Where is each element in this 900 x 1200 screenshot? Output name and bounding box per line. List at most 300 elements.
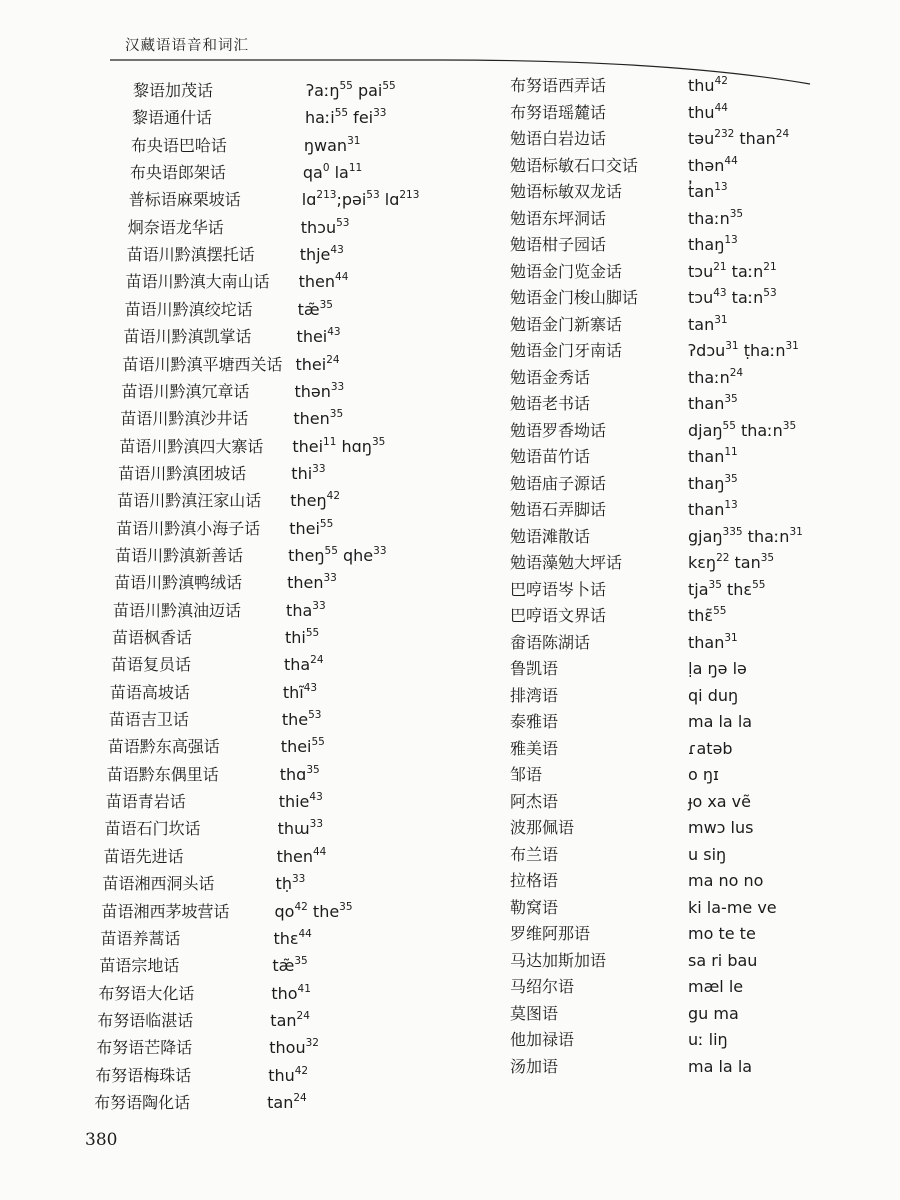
tone-mark: 55 [339,80,353,92]
language-name: 勉语金门览金话 [510,261,623,281]
tone-mark: 43 [330,244,344,257]
word-form [298,297,333,322]
language-name: 勉语老书话 [510,394,591,413]
tone-mark: 213 [399,189,420,202]
tone-mark: 43 [303,681,318,694]
word-form [272,953,307,978]
tone-mark: 55 [324,544,338,557]
form-segment: ma la la [688,1056,753,1076]
form-segment: qhe [337,545,374,565]
form-segment: thaŋ [688,473,725,493]
language-name: 勉语金门新寨话 [510,314,623,334]
tone-mark: 55 [311,736,325,749]
form-segment: t̓an [688,182,715,201]
form-segment: then [293,409,330,429]
word-form [299,269,349,294]
language-name: 畲语陈湖话 [510,632,591,652]
language-name: 苗语川黔滇绞坨话 [124,299,253,319]
word-form [688,603,726,628]
word-form [276,871,306,896]
tone-mark: 35 [708,578,722,591]
language-name: 苗语吉卫话 [108,710,189,730]
tone-mark: 33 [323,572,337,585]
language-name: 勉语白岩边话 [510,129,607,148]
form-segment: thaŋ [688,235,725,254]
form-segment: taːn [726,261,764,281]
language-name: 炯奈语龙华话 [127,217,224,237]
language-name: 布努语西弄话 [510,76,607,95]
word-form [688,100,728,125]
form-segment: than [688,447,725,466]
form-segment: thaːn [688,208,730,228]
tone-mark: 35 [724,472,738,485]
form-segment: ki la-me ve [688,897,777,917]
tone-mark: 33 [373,544,387,557]
form-segment: then [276,846,313,866]
tone-mark: 35 [371,435,386,448]
tone-mark: 42 [294,900,308,913]
form-segment: tɔu [688,288,714,307]
language-name: 苗语枫香话 [112,628,193,647]
form-segment: theŋ [290,491,327,511]
form-segment: lɑ [379,190,400,210]
language-name: 波那佩语 [510,818,575,837]
word-form [688,762,719,787]
language-name: 苗语高坡话 [109,682,190,702]
form-segment: ṭhaːn [738,341,786,360]
language-name: 勉语标敏双龙话 [510,182,623,201]
word-form [688,1054,752,1079]
tone-mark: 21 [763,260,777,273]
tone-mark: 53 [308,709,322,722]
word-form [688,285,777,310]
form-segment: ma la la [688,712,753,731]
language-name: 苗语青岩话 [105,792,186,812]
form-segment: thei [292,436,324,456]
word-form [688,895,777,920]
running-header: 汉藏语语音和词汇 [125,38,249,54]
form-segment: tɔu [688,261,714,281]
language-name: 苗语川黔滇大南山话 [125,272,270,292]
tone-mark: 35 [306,763,320,776]
tone-mark: 53 [763,287,777,299]
form-segment: thje [299,245,331,265]
word-form [287,570,337,595]
language-name: 苗语川黔滇汪家山话 [117,491,262,511]
word-form [292,434,385,459]
word-form [688,630,738,655]
language-name: 勉语标敏石口交话 [510,155,639,175]
language-name: 阿杰语 [510,791,559,811]
form-segment: ma no no [688,871,764,890]
tone-mark: 44 [724,154,738,167]
word-form [688,179,728,204]
word-form [302,187,420,212]
language-name: 勉语东坪洞话 [510,208,607,228]
language-name: 勉语滩散话 [510,526,591,546]
language-name: 苗语黔东偶里话 [106,764,219,784]
form-segment: hɑŋ [336,436,372,456]
word-form [296,352,340,377]
language-name: 马绍尔语 [510,977,575,996]
tone-mark: 24 [310,654,324,667]
language-name: 莫图语 [510,1003,559,1023]
tone-mark: 11 [724,446,738,458]
form-segment: djaŋ [688,420,723,440]
form-segment: tha [283,655,311,675]
tone-mark: 33 [373,107,387,120]
word-form [280,762,320,787]
form-segment: than [688,632,725,652]
word-form [305,105,387,130]
form-segment: the [281,710,309,730]
tone-mark: 22 [716,552,730,564]
tone-mark: 32 [305,1037,319,1050]
form-segment: ʔdɔu [688,341,726,360]
language-name: 邹语 [510,765,543,784]
tone-mark: 55 [713,605,727,617]
tone-mark: 11 [348,162,363,175]
form-segment: tæ̃ [297,299,320,319]
tone-mark: 33 [330,380,345,393]
form-segment: o ŋɪ [688,765,719,784]
word-form [688,259,777,284]
form-segment: than [688,394,725,413]
form-segment: lɑ [301,190,317,210]
language-name: 罗维阿那语 [510,924,591,943]
word-form [688,577,765,602]
form-segment: ḷa ŋə lə [688,659,747,678]
word-form [688,73,728,98]
form-segment: thi [291,463,313,483]
form-segment: thɛ [721,579,753,599]
language-name: 汤加语 [510,1056,559,1076]
form-segment: təu [688,129,715,148]
form-segment: thu [688,76,715,95]
language-name: 苗语川黔滇冗章话 [121,381,250,401]
word-form [284,652,324,677]
tone-mark: 35 [329,408,344,421]
language-name: 苗语川黔滇团坡话 [118,463,247,483]
tone-mark: 31 [714,313,728,326]
word-form [293,406,343,431]
form-segment: tan [688,314,715,334]
language-name: 勉语金门梭山脚话 [510,288,639,307]
form-segment: thou [269,1038,306,1058]
language-name: 苗语湘西茅坡营话 [101,901,230,921]
language-name: 勉语金秀话 [510,367,591,387]
word-form [688,232,738,257]
tone-mark: 41 [297,982,311,995]
tone-mark: 31 [789,525,803,538]
form-segment: qi duŋ [688,685,739,705]
form-segment: qa [302,163,323,183]
tone-mark: 13 [724,234,738,246]
language-name: 勉语苗竹话 [510,447,591,466]
tone-mark: 35 [729,207,744,220]
word-form [290,488,340,513]
form-segment: thei [295,354,327,374]
word-form [688,126,789,151]
language-name: 黎语加茂话 [133,81,214,100]
word-form [688,444,738,469]
form-segment: thei [296,327,328,347]
language-name: 勉语金门牙南话 [510,341,623,360]
tone-mark: 31 [724,631,738,644]
word-form [688,391,738,416]
language-name: 勉语庙子源话 [510,473,607,493]
language-name: 苗语川黔滇油迈话 [113,600,242,620]
tone-mark: 11 [323,435,337,448]
tone-mark: 44 [335,271,349,284]
word-form [688,1027,728,1052]
form-segment: ŋwan [303,135,348,155]
tone-mark: 55 [722,419,736,432]
word-form [688,868,763,893]
form-segment: than [688,500,725,519]
tone-mark: 24 [296,1009,310,1022]
form-segment: thaːn [688,367,730,387]
word-form [688,524,803,549]
word-form [303,160,362,185]
form-segment: uː liŋ [688,1030,728,1049]
word-form [688,921,756,946]
language-name: 苗语湘西洞头话 [102,874,215,894]
word-form [688,550,774,575]
word-form [273,926,311,951]
word-form [271,981,311,1006]
tone-mark: 42 [294,1064,309,1077]
word-form [688,736,733,761]
tone-mark: 33 [312,599,326,612]
form-segment: the [307,901,340,921]
tone-mark: 55 [334,107,349,120]
form-segment: thei [289,518,320,538]
tone-mark: 44 [298,927,312,940]
tone-mark: 55 [305,627,320,639]
language-name: 苗语黔东高强话 [107,737,220,757]
tone-mark: 213 [316,189,337,202]
form-segment: thu [268,1065,295,1085]
word-form [688,365,743,390]
tone-mark: 33 [291,873,306,886]
tone-mark: 24 [729,366,744,379]
language-name: 马达加斯加语 [510,950,607,970]
word-form [688,683,738,708]
form-segment: mæl le [688,977,744,996]
tone-mark: 44 [714,101,728,114]
form-segment: tan [270,1010,297,1030]
form-segment: thaːn [742,526,790,546]
language-name: 苗语川黔滇四大寨话 [119,436,264,456]
form-segment: then [287,573,324,593]
language-name: 泰雅语 [510,712,559,731]
form-segment: ;pəi [336,190,367,210]
word-form [688,153,738,178]
language-name: 排湾语 [510,685,559,705]
tone-mark: 55 [752,578,766,591]
form-segment: tja [688,579,709,599]
word-form [688,842,726,867]
form-segment: thie [278,792,310,812]
language-name: 拉格语 [510,871,559,890]
language-name: 布努语大化话 [98,983,195,1003]
tone-mark: 44 [313,845,327,858]
tone-mark: 53 [366,189,380,202]
word-form [294,379,344,404]
language-name: 巴哼语文界话 [510,606,607,625]
tone-mark: 232 [714,128,735,140]
language-name: 巴哼语岑卜话 [510,579,607,599]
word-form [279,789,323,814]
form-segment: taːn [726,288,764,307]
form-segment: thei [280,737,312,757]
tone-mark: 35 [724,393,738,405]
word-form [688,948,757,973]
word-form [285,625,319,650]
word-form [304,133,361,158]
word-form [688,815,753,840]
language-name: 苗语川黔滇鸭绒话 [114,573,243,593]
form-segment: ʔaːŋ [306,81,340,100]
word-form [268,1063,308,1088]
language-name: 勉语罗香坳话 [510,420,607,440]
form-segment: u siŋ [688,844,727,864]
form-segment: thɛ̃ [688,606,714,625]
form-segment: tan [267,1092,294,1112]
language-name: 勉语藻勉大坪话 [510,553,623,572]
word-form [291,461,325,486]
tone-mark: 43 [309,791,323,804]
form-segment: tæ̃ [272,956,295,976]
word-form [688,709,752,734]
word-form [288,543,386,568]
word-form [270,1008,310,1033]
form-segment: thaːn [735,420,783,440]
tone-mark: 35 [782,419,797,432]
language-name: 苗语川黔滇凯掌话 [123,327,252,347]
language-name: 苗语复员话 [110,655,191,675]
form-segment: la [329,163,349,183]
word-form [286,598,326,623]
tone-mark: 21 [713,260,727,273]
language-name: 普标语麻栗坡话 [128,190,241,210]
form-segment: gu ma [688,1003,739,1023]
language-name: 勉语石弄脚话 [510,500,607,519]
word-form [306,78,396,103]
tone-mark: 13 [714,181,728,193]
language-name: 勒窝语 [510,897,559,917]
language-name: 他加禄语 [510,1030,575,1049]
form-segment: kɛŋ [688,553,717,572]
tone-mark: 24 [326,353,340,366]
language-name: 布努语瑶麓话 [510,102,607,122]
form-segment: thən [688,155,725,175]
language-name: 布央语巴哈话 [130,135,227,155]
tone-mark: 33 [309,818,324,831]
language-name: 苗语川黔滇沙井话 [120,409,249,429]
form-segment: thɛ [273,928,299,948]
word-form [281,734,325,759]
form-segment: thɔu [300,217,337,237]
word-form [269,1035,319,1060]
tone-mark: 42 [714,75,728,87]
word-form [283,680,317,705]
tone-mark: 0 [322,162,330,175]
language-name: 苗语川黔滇小海子话 [116,518,261,538]
form-segment: tho [271,983,298,1003]
word-form [688,338,799,363]
form-segment: tha [286,600,313,620]
word-form [688,497,738,522]
language-name: 布努语梅珠话 [95,1065,192,1085]
form-segment: thĩ [282,682,304,702]
word-form [289,516,333,541]
tone-mark: 43 [327,326,341,339]
language-name: 勉语柑子园话 [510,235,607,254]
form-segment: theŋ [288,545,325,565]
form-segment: than [734,129,776,148]
form-segment: thi [285,628,306,647]
tone-mark: 55 [382,80,396,92]
tone-mark: 55 [319,517,334,530]
language-name: 苗语川黔滇新善话 [115,545,244,565]
form-segment: sa ri bau [688,950,758,970]
form-segment: thɯ [277,819,310,839]
form-segment: haːi [304,108,335,128]
tone-mark: 13 [724,499,738,511]
tone-mark: 24 [293,1091,307,1104]
tone-mark: 53 [336,216,350,229]
form-segment: tan [729,553,761,572]
language-name: 鲁凯语 [510,659,559,678]
tone-mark: 31 [347,134,361,147]
word-form [275,899,353,924]
word-form [688,418,796,443]
form-segment: then [298,272,336,292]
word-form [297,324,341,349]
word-form [688,656,747,681]
word-form [688,312,728,337]
word-form [688,206,743,231]
tone-mark: 24 [775,128,790,140]
language-name: 苗语川黔滇摆托话 [126,245,255,265]
language-name: 苗语先进话 [103,846,184,866]
form-segment: thən [294,381,331,401]
form-segment: pai [352,81,383,100]
tone-mark: 33 [312,462,326,475]
word-form [300,242,344,267]
word-form [688,471,738,496]
word-form [278,816,323,841]
word-form [282,707,322,732]
form-segment: tḥ [275,874,292,894]
form-segment: thɑ [279,764,307,784]
form-segment: mwɔ lus [688,818,754,837]
form-segment: qo [274,901,295,921]
word-form [301,215,350,240]
language-name: 黎语通什话 [131,108,212,128]
tone-mark: 31 [725,340,739,352]
word-form [688,974,743,999]
form-segment: mo te te [688,924,756,943]
form-segment: ɾatəb [688,738,733,758]
form-segment: fei [348,108,374,128]
word-form [688,1001,739,1026]
language-name: 苗语石门坎话 [104,819,201,839]
language-name: 苗语宗地话 [99,956,180,976]
tone-mark: 43 [713,287,727,299]
